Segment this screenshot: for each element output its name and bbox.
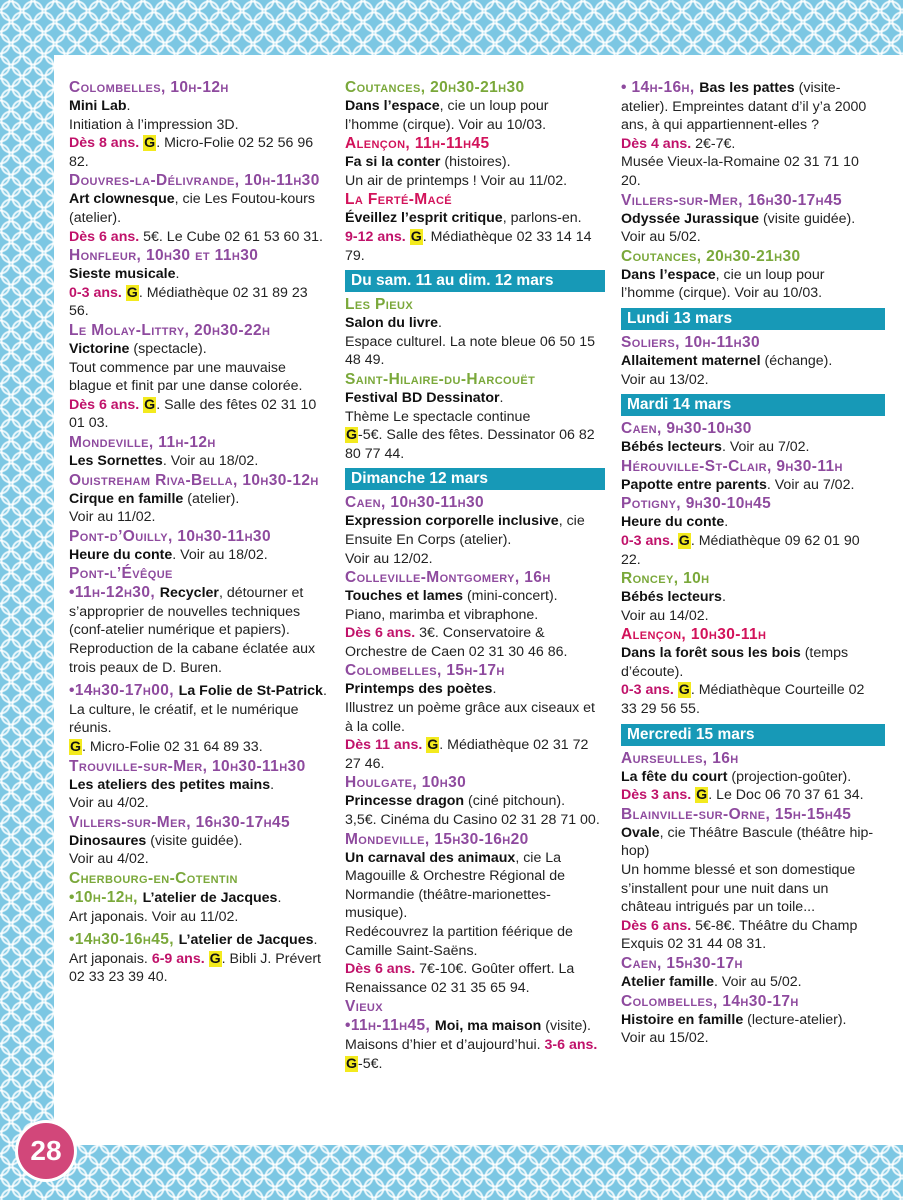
- location-heading: Roncey, 10h: [621, 570, 710, 588]
- event-entry: Heure du conte. Voir au 18/02.: [69, 546, 268, 563]
- free-badge: G: [144, 135, 156, 152]
- free-badge: G: [209, 950, 221, 967]
- free-badge: G: [678, 532, 690, 549]
- column-2: [345, 78, 605, 1073]
- event-entry: Expression corporelle inclusive, cie Ensuite En Corps (atelier). Voir au 12/02.: [345, 513, 585, 567]
- location-heading: Mondeville, 15h30-16h20: [345, 830, 529, 848]
- location-heading: Le Molay-Littry, 20h30-22h: [69, 321, 271, 339]
- date-banner: Dimanche 12 mars: [345, 468, 605, 490]
- event-entry: Victorine (spectacle). Tout commence par une mauvaise blague et finit par une danse colorée. Dès 6 ans. G. Salle des fêtes 02 31 10 01 03.: [69, 340, 317, 432]
- event-entry: Sieste musicale. 0-3 ans. G. Médiathèque 02 31 89 23 56.: [69, 266, 308, 320]
- event-entry: Ovale, cie Théâtre Bascule (théâtre hip-hop) Un homme blessé et son domestique s’installent pour une nuit dans un château intrigués par un toile... Dès 6 ans. 5€-8€. Théâtre du Champ Exquis 02 31 44 08 31.: [621, 824, 874, 953]
- location-heading: Saint-Hilaire-du-Harcouët: [345, 370, 536, 388]
- event-entry: •11h-12h30, Recycler, détourner et s’approprier de nouvelles techniques (conf-atelier numérique et papiers). Reproduction de la cabane éclatée aux trois peaux de D. Buren.: [69, 584, 316, 676]
- location-heading: Pont-l’Évêque: [69, 565, 173, 583]
- location-heading: Blainville-sur-Orne, 15h-15h45: [621, 805, 852, 823]
- page-number-badge: 28: [18, 1123, 74, 1179]
- free-badge: G: [346, 427, 358, 444]
- free-badge: G: [678, 682, 690, 699]
- event-entry: Art clownesque, cie Les Foutou-kours (atelier). Dès 6 ans. 5€. Le Cube 02 61 53 60 31.: [69, 191, 324, 245]
- location-heading: Hérouville-St-Clair, 9h30-11h: [621, 457, 843, 475]
- free-badge: G: [346, 1055, 358, 1072]
- location-heading: Caen, 10h30-11h30: [345, 494, 484, 512]
- location-heading: Caen, 9h30-10h30: [621, 420, 752, 438]
- event-entry: Un carnaval des animaux, cie La Magouille & Orchestre Régional de Normandie (théâtre-marionettes-musique). Redécouvrez la partition féérique de Camille Saint-Saëns. Dès 6 ans. 7€-10€. Goûter offert. La Renaissance 02 31 35 65 94.: [345, 849, 575, 996]
- location-heading: Ouistreham Riva-Bella, 10h30-12h: [69, 471, 319, 489]
- location-heading: Coutances, 20h30-21h30: [621, 247, 801, 265]
- location-heading: Colombelles, 14h30-17h: [621, 992, 799, 1010]
- event-entry: Atelier famille. Voir au 5/02.: [621, 974, 802, 990]
- event-entry: Dans la forêt sous les bois (temps d’écoute). 0-3 ans. G. Médiathèque Courteille 02 33 29 56 55.: [621, 645, 865, 718]
- event-entry: Allaitement maternel (échange). Voir au 13/02.: [621, 352, 833, 388]
- location-heading: Alençon, 10h30-11h: [621, 626, 767, 644]
- date-banner: Mardi 14 mars: [621, 394, 885, 416]
- free-badge: G: [427, 737, 439, 754]
- location-heading: Colombelles, 15h-17h: [345, 662, 505, 680]
- event-entry: Éveillez l’esprit critique, parlons-en. 9-12 ans. G. Médiathèque 02 33 14 14 79.: [345, 210, 592, 264]
- location-heading: Villers-sur-Mer, 16h30-17h45: [69, 813, 291, 831]
- event-entry: Touches et lames (mini-concert). Piano, marimba et vibraphone. Dès 6 ans. 3€. Conservatoire & Orchestre de Caen 02 31 30 46 86.: [345, 588, 568, 660]
- event-entry: Dinosaures (visite guidée). Voir au 4/02.: [69, 832, 243, 868]
- free-badge: G: [70, 739, 82, 756]
- location-heading: Colleville-Montgomery, 16h: [345, 569, 551, 587]
- location-heading: Les Pieux: [345, 296, 414, 314]
- location-heading: Aurseulles, 16h: [621, 749, 739, 767]
- free-badge: G: [144, 396, 156, 413]
- free-badge: G: [126, 284, 138, 301]
- event-entry: Les ateliers des petites mains. Voir au 4/02.: [69, 776, 275, 812]
- event-entry: Princesse dragon (ciné pitchoun). 3,5€. Cinéma du Casino 02 31 28 71 00.: [345, 793, 600, 829]
- event-entry: Histoire en famille (lecture-atelier). Voir au 15/02.: [621, 1011, 847, 1047]
- column-3: [621, 78, 881, 1048]
- event-entry: •14h30-17h00, La Folie de St-Patrick. La culture, le créatif, et le numérique réunis. G. Micro-Folie 02 31 64 89 33.: [69, 682, 327, 756]
- event-entry: Les Sornettes. Voir au 18/02.: [69, 452, 259, 469]
- event-entry: Dans l’espace, cie un loup pour l’homme (cirque). Voir au 10/03.: [345, 98, 549, 133]
- location-heading: Potigny, 9h30-10h45: [621, 495, 772, 513]
- location-heading: Vieux: [345, 998, 384, 1016]
- location-heading: Coutances, 20h30-21h30: [345, 79, 525, 96]
- location-heading: Mondeville, 11h-12h: [69, 433, 216, 451]
- column-1: [69, 78, 327, 987]
- event-entry: Bébés lecteurs. Voir au 14/02.: [621, 589, 726, 624]
- location-heading: La Ferté-Macé: [345, 191, 453, 209]
- event-entry: Mini Lab. Initiation à l’impression 3D. Dès 8 ans. G. Micro-Folie 02 52 56 96 82.: [69, 98, 314, 170]
- location-heading: Trouville-sur-Mer, 10h30-11h30: [69, 757, 306, 775]
- event-entry: •14h30-16h45, L’atelier de Jacques. Art japonais. 6-9 ans. G. Bibli J. Prévert 02 33 23 39 40.: [69, 931, 321, 986]
- location-heading: Houlgate, 10h30: [345, 774, 467, 792]
- event-entry: • 14h-16h, Bas les pattes (visite-atelier). Empreintes datant d’il y’a 2000 ans, à qui appartiennent-elles ? Dès 4 ans. 2€-7€. Musée Vieux-la-Romaine 02 31 71 10 20.: [621, 79, 867, 189]
- free-badge: G: [410, 228, 422, 245]
- event-entry: •10h-12h, L’atelier de Jacques. Art japonais. Voir au 11/02.: [69, 889, 282, 925]
- event-entry: Heure du conte. 0-3 ans. G. Médiathèque 09 62 01 90 22.: [621, 514, 860, 568]
- event-entry: Bébés lecteurs. Voir au 7/02.: [621, 439, 810, 456]
- event-entry: •11h-11h45, Moi, ma maison (visite). Maisons d’hier et d’aujourd’hui. 3-6 ans. G-5€.: [345, 1017, 598, 1072]
- event-entry: Odyssée Jurassique (visite guidée). Voir au 5/02.: [621, 210, 856, 246]
- location-heading: Cherbourg-en-Cotentin: [69, 870, 238, 887]
- event-entry: Dans l’espace, cie un loup pour l’homme (cirque). Voir au 10/03.: [621, 266, 825, 302]
- location-heading: Alençon, 11h-11h45: [345, 135, 490, 153]
- event-entry: Papotte entre parents. Voir au 7/02.: [621, 476, 855, 493]
- event-entry: Salon du livre. Espace culturel. La note bleue 06 50 15 48 49.: [345, 315, 596, 369]
- location-heading: Douvres-la-Délivrande, 10h-11h30: [69, 172, 320, 190]
- event-entry: Festival BD Dessinator. Thème Le spectacle continue G-5€. Salle des fêtes. Dessinator 06 82 80 77 44.: [345, 389, 595, 462]
- free-badge: G: [696, 787, 708, 804]
- location-heading: Honfleur, 10h30 et 11h30: [69, 247, 259, 265]
- location-heading: Caen, 15h30-17h: [621, 955, 743, 972]
- date-banner: Du sam. 11 au dim. 12 mars: [345, 270, 605, 292]
- date-banner: Lundi 13 mars: [621, 308, 885, 330]
- location-heading: Soliers, 10h-11h30: [621, 333, 761, 351]
- event-entry: Fa si la conter (histoires). Un air de printemps ! Voir au 11/02.: [345, 154, 568, 189]
- event-entry: Printemps des poètes. Illustrez un poème grâce aux ciseaux et à la colle. Dès 11 ans. G. Médiathèque 02 31 72 27 46.: [345, 681, 595, 772]
- event-entry: Cirque en famille (atelier). Voir au 11/02.: [69, 490, 240, 526]
- event-entry: La fête du court (projection-goûter). Dès 3 ans. G. Le Doc 06 70 37 61 34.: [621, 768, 864, 804]
- location-heading: Pont-d’Ouilly, 10h30-11h30: [69, 527, 271, 545]
- location-heading: Colombelles, 10h-12h: [69, 79, 229, 96]
- location-heading: Villers-sur-Mer, 16h30-17h45: [621, 191, 843, 209]
- date-banner: Mercredi 15 mars: [621, 724, 885, 746]
